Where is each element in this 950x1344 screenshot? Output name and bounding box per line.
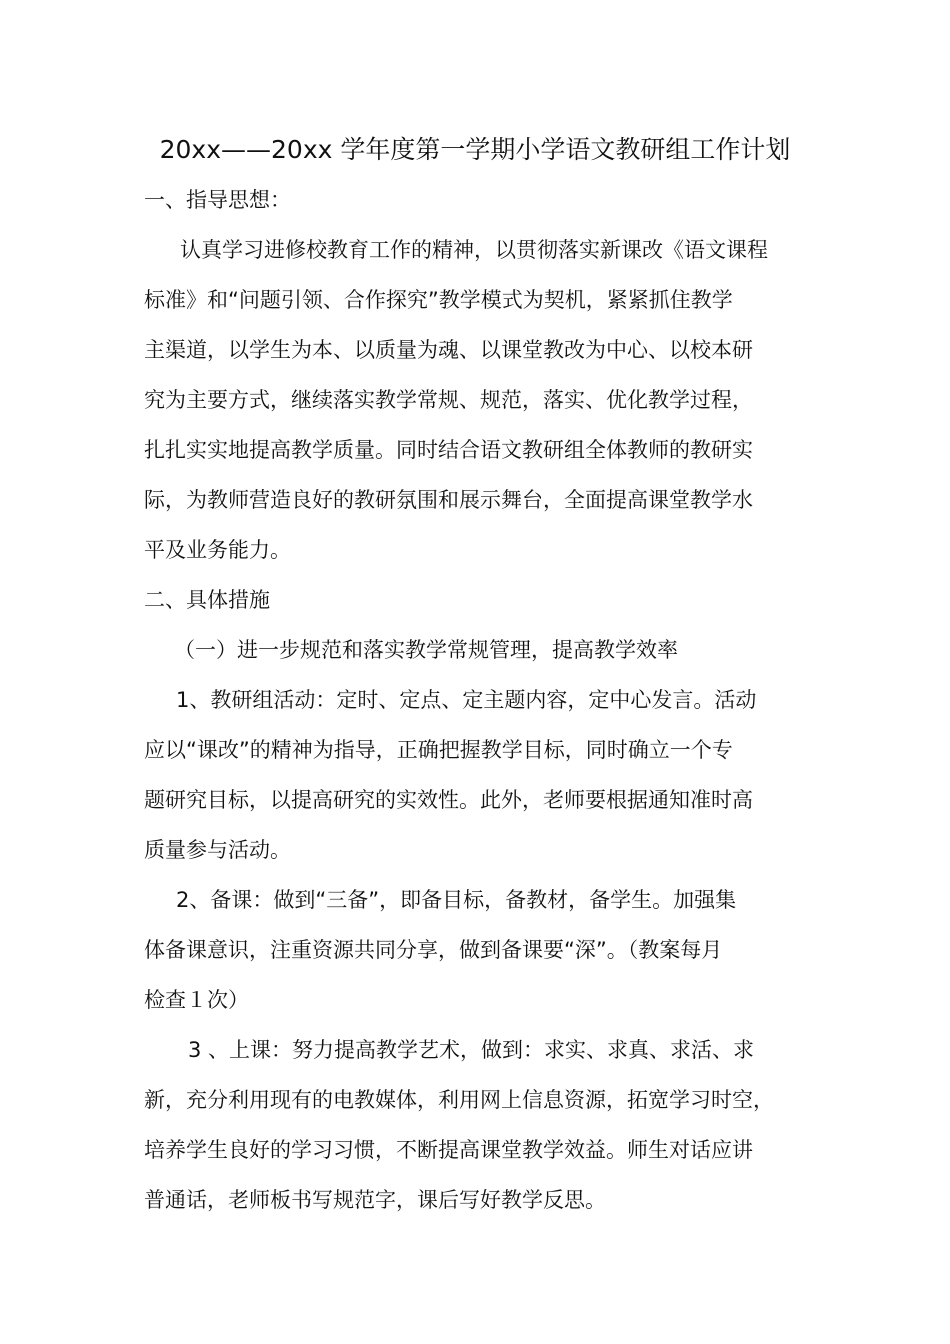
paragraph-line: 题研究目标，以提高研究的实效性。此外，老师要根据通知准时高 bbox=[144, 788, 753, 812]
paragraph-line: 扎扎实实地提高教学质量。同时结合语文教研组全体教师的教研实 bbox=[144, 438, 753, 462]
paragraph-line: 培养学生良好的学习习惯，不断提高课堂教学效益。师生对话应讲 bbox=[144, 1138, 753, 1162]
paragraph-line: 新，充分利用现有的电教媒体，利用网上信息资源，拓宽学习时空， bbox=[144, 1088, 774, 1112]
paragraph-line: 主渠道，以学生为本、以质量为魂、以课堂教改为中心、以校本研 bbox=[144, 338, 753, 362]
document-title: 20xx——20xx 学年度第一学期小学语文教研组工作计划 bbox=[159, 135, 791, 164]
paragraph-line: 质量参与活动。 bbox=[144, 838, 291, 862]
heading-specific-measures: 二、具体措施 bbox=[144, 588, 270, 612]
paragraph-line: 1、教研组活动：定时、定点、定主题内容，定中心发言。活动 bbox=[176, 688, 757, 712]
paragraph-line: 认真学习进修校教育工作的精神，以贯彻落实新课改《语文课程 bbox=[180, 238, 768, 262]
paragraph-line: 体备课意识，注重资源共同分享，做到备课要“深”。（教案每月 bbox=[144, 938, 723, 962]
subheading-routine-management: （一）进一步规范和落实教学常规管理，提高教学效率 bbox=[174, 638, 678, 662]
paragraph-line: 究为主要方式，继续落实教学常规、规范，落实、优化教学过程， bbox=[144, 388, 753, 412]
paragraph-line: 3 、上课：努力提高教学艺术，做到：求实、求真、求活、求 bbox=[188, 1038, 755, 1062]
paragraph-line: 2、备课：做到“三备”，即备目标，备教材，备学生。加强集 bbox=[176, 888, 737, 912]
heading-guiding-ideology: 一、指导思想： bbox=[144, 188, 291, 212]
paragraph-line: 检查１次） bbox=[144, 988, 249, 1012]
paragraph-line: 标准》和“问题引领、合作探究”教学模式为契机，紧紧抓住教学 bbox=[144, 288, 733, 312]
paragraph-line: 际，为教师营造良好的教研氛围和展示舞台，全面提高课堂教学水 bbox=[144, 488, 753, 512]
paragraph-line: 应以“课改”的精神为指导，正确把握教学目标，同时确立一个专 bbox=[144, 738, 733, 762]
paragraph-line: 平及业务能力。 bbox=[144, 538, 291, 562]
paragraph-line: 普通话，老师板书写规范字，课后写好教学反思。 bbox=[144, 1188, 606, 1212]
